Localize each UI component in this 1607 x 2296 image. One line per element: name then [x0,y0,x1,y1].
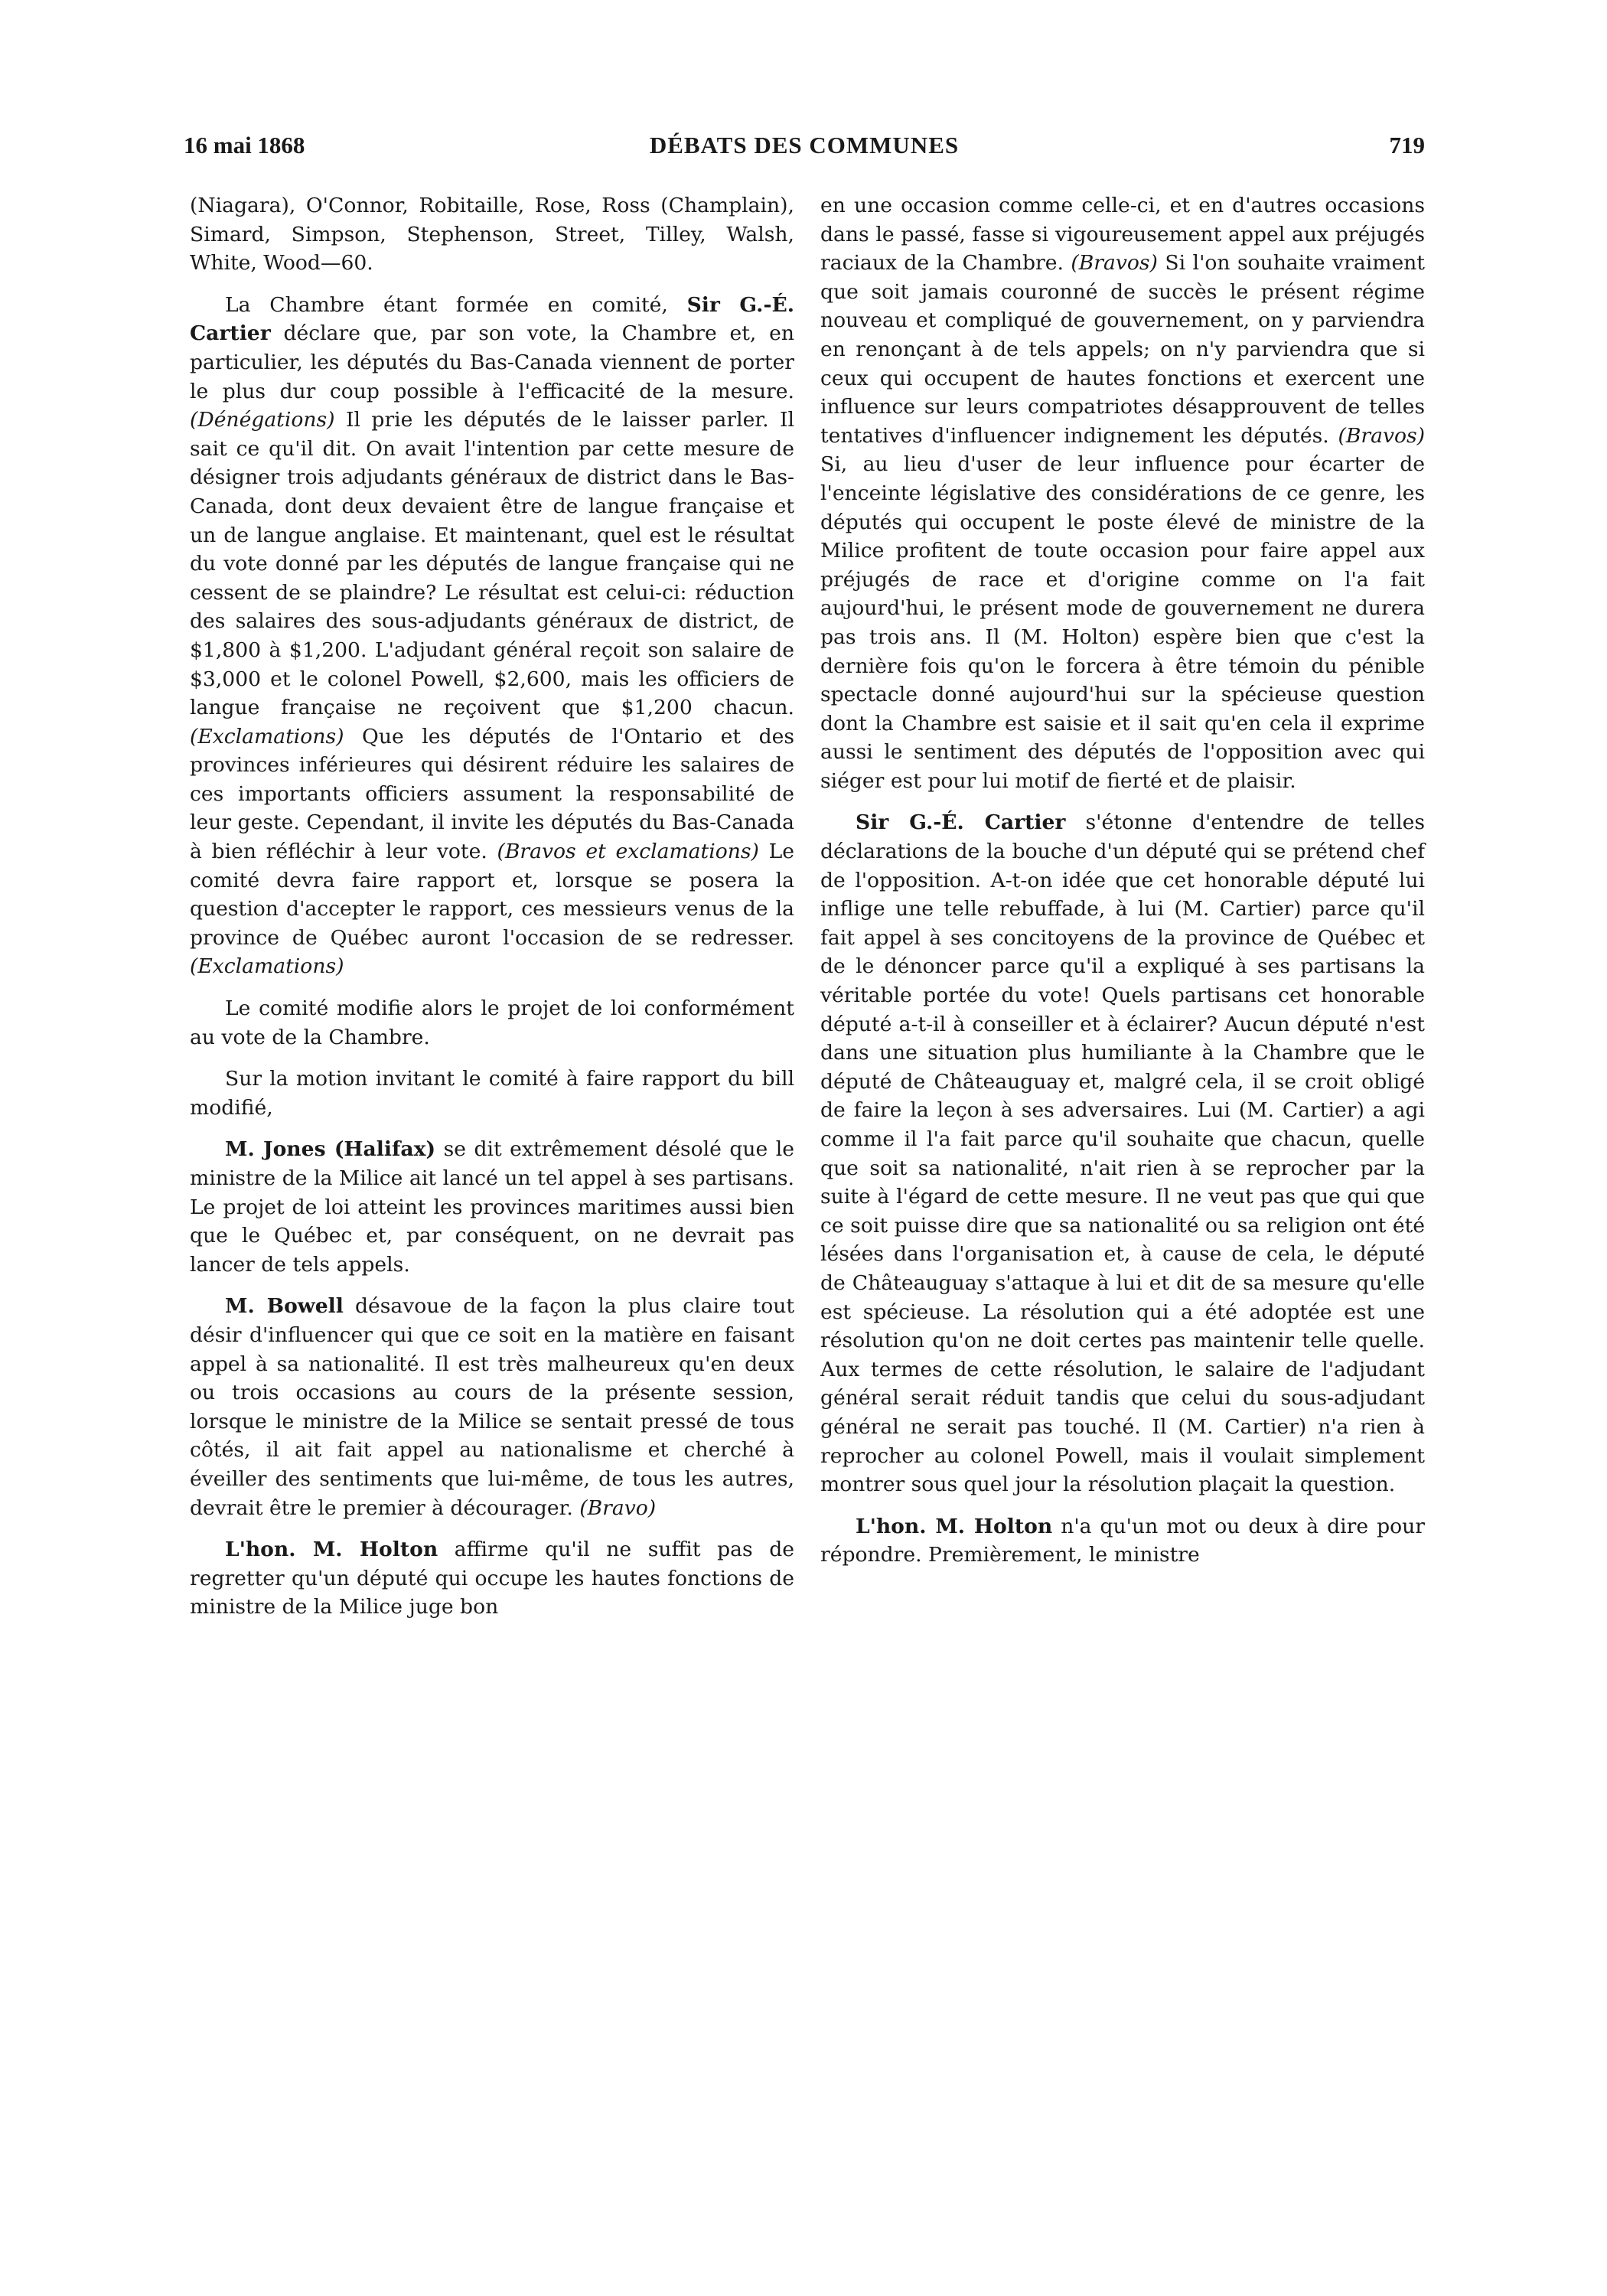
speaker-name: L'hon. M. Holton [225,1538,438,1562]
text-run: désavoue de la façon la plus claire tout désir d'influencer qui que ce soit en la matière en faisant appel à sa nationalité. Il est très malheureux qu'en deux ou trois occasions au cours de la présente session, lorsque le ministre de la Milice se sentait pressé de tous côtés, il ait fait appel au nationalisme et cherché à éveiller des sentiments que lui-même, de tous les autres, devrait être le premier à décourager. [190,1294,795,1520]
text-run: déclare que, par son vote, la Chambre et, en particulier, les députés du Bas-Canada viennent de porter le plus dur coup possible à l'efficacité de la mesure. [190,321,794,403]
text-run: se dit extrêmement désolé que le ministre de la Milice ait lancé un tel appel à ses partisans. Le projet de loi atteint les provinces maritimes aussi bien que le Québec et, par conséquent, on ne devrait pas lancer de tels appels. [190,1137,795,1277]
text-run: n'a qu'un mot ou deux à dire pour répondre. Premièrement, le ministre [820,1514,1425,1567]
paragraph [820,808,1425,1499]
text-run: Que les députés de l'Ontario et des provinces inférieures qui désirent réduire les salaires de ces importants officiers assument la responsabilité de leur geste. Cependant, il invite les députés du Bas-Canada à bien réfléchir à leur vote. [190,724,794,864]
text-run: affirme qu'il ne suffit pas de regretter qu'un député qui occupe les hautes fonctions de ministre de la Milice juge bon [190,1538,794,1619]
header-date: 16 mai 1868 [184,132,305,158]
speaker-name: M. Jones (Halifax) [225,1137,436,1162]
speaker-name: L'hon. M. Holton [856,1514,1053,1538]
speaker-name: Sir G.-É. Cartier [190,292,795,346]
interjection: (Bravos) [1071,251,1158,276]
interjection: (Bravo) [579,1495,657,1520]
paragraph [190,191,794,278]
paragraph [190,1065,794,1122]
text-run: Le comité devra faire rapport et, lorsque se posera la question d'accepter le rapport, ces messieurs venus de la province de Québec auront l'occasion de se redresser. [190,840,794,950]
text-run: Le comité modifie alors le projet de loi conformément au vote de la Chambre. [190,996,794,1049]
left-column [190,191,794,1635]
interjection: (Bravos) [1338,423,1425,448]
text-run: Si l'on souhaite vraiment que soit jamais couronné de succès le présent régime nouveau et compliqué de gouvernement, on y parviendra en renonçant à de tels appels; on n'y parviendra que si ceux qui occupent de hautes fonctions et exercent une influence sur leurs compatriotes désapprouvent de telles tentatives d'influencer indignement les députés. [820,251,1425,448]
right-column [820,191,1425,1583]
paragraph [190,1535,794,1622]
text-run: Sur la motion invitant le comité à faire rapport du bill modifié, [190,1067,794,1120]
interjection: (Dénégations) [190,408,335,432]
speaker-name: Sir G.-É. Cartier [856,810,1066,835]
page-number: 719 [1389,132,1425,158]
page-header [184,132,1425,170]
paragraph [190,1292,794,1522]
header-title: DÉBATS DES COMMUNES [649,132,960,158]
speaker-name: M. Bowell [225,1294,344,1319]
paragraph [190,291,794,981]
interjection: (Exclamations) [190,954,344,979]
vote-list: (Niagara), O'Connor, Robitaille, Rose, Ross (Champlain), Simard, Simpson, Stephenson, Street, Tilley, Walsh, White, Wood—60. [190,194,794,276]
text-run: Si, au lieu d'user de leur influence pour écarter de l'enceinte législative des considérations de ce genre, les députés qui occupent le poste élevé de ministre de la Milice profitent de toute occasion pour faire appel aux préjugés de race et d'origine comme on l'a fait aujourd'hui, le présent mode de gouvernement ne durera pas trois ans. Il (M. Holton) espère bien que c'est la dernière fois qu'on le forcera à être témoin du pénible spectacle donné aujourd'hui sur la spécieuse question dont la Chambre est saisie et il sait qu'en cela il exprime aussi le sentiment des députés de l'opposition avec qui siéger est pour lui motif de fierté et de plaisir. [820,452,1425,793]
text-run: en une occasion comme celle-ci, et en d'autres occasions dans le passé, fasse si vigoureusement appel aux préjugés raciaux de la Chambre. [820,194,1425,276]
paragraph [820,191,1425,795]
interjection: (Bravos et exclamations) [497,840,759,864]
text-run: s'étonne d'entendre de telles déclarations de la bouche d'un député qui se prétend chef de l'opposition. A-t-on idée que cet honorable député lui inflige une telle rebuffade, à lui (M. Cartier) parce qu'il fait appel à ses concitoyens de la province de Québec et de le dénoncer parce qu'il a expliqué à ses partisans la véritable portée du vote! Quels partisans cet honorable député a-t-il à conseiller et à éclairer? Aucun député n'est dans une situation plus humiliante à la Chambre que le député de Châteauguay et, malgré cela, il se croit obligé de faire la leçon à ses adversaires. Lui (M. Cartier) a agi comme il l'a fait parce qu'il souhaite que chacun, quelle que soit sa nationalité, n'ait rien à se reprocher par la suite à l'égard de cette mesure. Il ne veut pas que qui que ce soit puisse dire que sa nationalité ou sa religion ont été lésées dans l'organisation et, à cause de cela, le député de Châteauguay s'attaque à lui et dit de sa mesure qu'elle est spécieuse. La résolution qui a été adoptée est une résolution qu'on ne doit certes pas maintenir telle quelle. Aux termes de cette résolution, le salaire de l'adjudant général serait réduit tandis que celui du sous-adjudant général ne serait pas touché. Il (M. Cartier) n'a rien à reprocher au colonel Powell, mais il voulait simplement montrer sous quel jour la résolution plaçait la question. [820,810,1425,1497]
text-run: La Chambre étant formée en comité, [225,292,687,317]
interjection: (Exclamations) [190,724,344,748]
paragraph [190,994,794,1052]
text-run: Il prie les députés de le laisser parler. Il sait ce qu'il dit. On avait l'intention par cette mesure de désigner trois adjudants généraux de district dans le Bas-Canada, dont deux devaient être de langue française et un de langue anglaise. Et maintenant, quel est le résultat du vote donné par les députés de langue française qui ne cessent de se plaindre? Le résultat est celui-ci: réduction des salaires des sous-adjudants généraux de district, de $1,800 à $1,200. L'adjudant général reçoit son salaire de $3,000 et le colonel Powell, $2,600, mais les officiers de langue française ne reçoivent que $1,200 chacun. [190,408,794,720]
paragraph [190,1135,794,1279]
paragraph [820,1512,1425,1570]
